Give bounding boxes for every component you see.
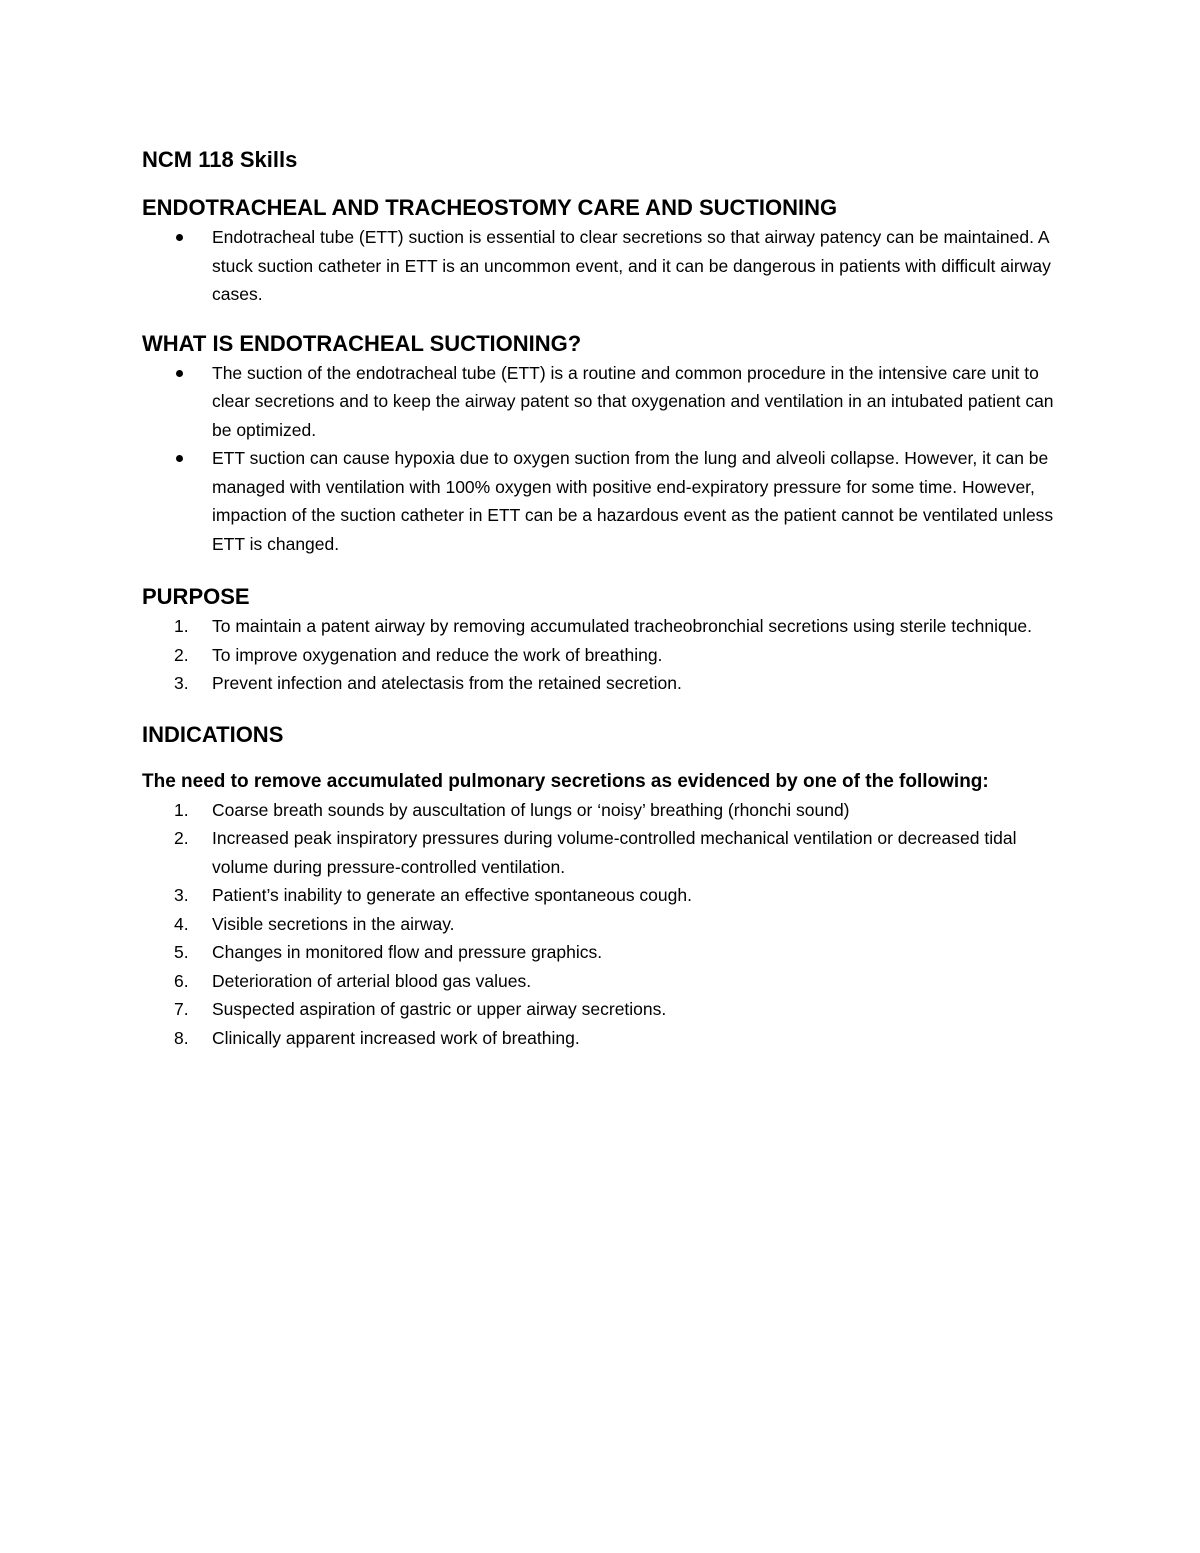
list-number: 1. — [174, 799, 189, 820]
list-number: 5. — [174, 942, 189, 962]
what-is-bullet-item — [142, 444, 1062, 558]
bullet-icon — [176, 370, 183, 377]
list-item-text: Suspected aspiration of gastric or upper airway secretions. — [212, 999, 667, 1019]
list-item-text: Changes in monitored flow and pressure graphics. — [212, 942, 603, 962]
list-number: 1. — [174, 616, 189, 636]
indication-item — [142, 995, 1062, 1024]
list-item-text: Increased peak inspiratory pressures during volume-controlled mechanical ventilation or decreased tidal volume during pressure-controlled ventilation. — [212, 828, 1017, 877]
list-item-text: To improve oxygenation and reduce the work of breathing. — [212, 644, 663, 665]
purpose-item — [142, 612, 1062, 641]
list-item-text: Patient’s inability to generate an effective spontaneous cough. — [212, 885, 692, 905]
document-page — [142, 140, 1062, 1052]
list-number: 4. — [174, 913, 189, 934]
bullet-icon — [176, 455, 183, 462]
list-number: 2. — [174, 644, 189, 665]
list-number: 6. — [174, 970, 189, 991]
list-item-text: To maintain a patent airway by removing accumulated tracheobronchial secretions using sterile technique. — [212, 616, 1033, 636]
indication-item — [142, 938, 1062, 967]
list-item-text: Coarse breath sounds by auscultation of lungs or ‘noisy’ breathing (rhonchi sound) — [212, 799, 850, 820]
purpose-item — [142, 669, 1062, 698]
intro-bullet-list — [142, 223, 1062, 309]
purpose-item — [142, 641, 1062, 670]
purpose-list — [142, 612, 1062, 698]
indication-item — [142, 1024, 1062, 1053]
indications-list — [142, 796, 1062, 1053]
list-item-text: Visible secretions in the airway. — [212, 913, 455, 934]
what-is-bullet-item — [142, 359, 1062, 445]
indications-subheading: The need to remove accumulated pulmonary secretions as evidenced by one of the following: — [142, 770, 989, 792]
list-number: 8. — [174, 1027, 189, 1048]
bullet-text: Endotracheal tube (ETT) suction is essential to clear secretions so that airway patency can be maintained. A stuck suction catheter in ETT is an uncommon event, and it can be dangerous in patients with difficult airway cases. — [212, 227, 1051, 304]
list-number: 7. — [174, 999, 189, 1019]
bullet-text: ETT suction can cause hypoxia due to oxygen suction from the lung and alveoli collapse. However, it can be managed with ventilation with 100% oxygen with positive end-expiratory pressure for some time. However, impaction of the suction catheter in ETT can be a hazardous event as the patient cannot be ventilated unless ETT is changed. — [212, 448, 1054, 554]
list-item-text: Deterioration of arterial blood gas values. — [212, 970, 532, 991]
what-is-bullet-list — [142, 359, 1062, 559]
main-heading: ENDOTRACHEAL AND TRACHEOSTOMY CARE AND SUCTIONING — [142, 195, 838, 220]
list-number: 2. — [174, 828, 189, 848]
list-number: 3. — [174, 673, 189, 693]
list-item-text: Prevent infection and atelectasis from the retained secretion. — [212, 673, 682, 693]
what-is-heading: WHAT IS ENDOTRACHEAL SUCTIONING? — [142, 330, 582, 356]
indication-item — [142, 796, 1062, 825]
list-number: 3. — [174, 885, 189, 905]
indications-heading: INDICATIONS — [142, 721, 284, 747]
intro-bullet-item — [142, 223, 1062, 309]
indication-item — [142, 881, 1062, 910]
purpose-heading: PURPOSE — [142, 584, 250, 609]
list-item-text: Clinically apparent increased work of breathing. — [212, 1027, 580, 1048]
document-title: NCM 118 Skills — [142, 147, 298, 172]
indication-item — [142, 967, 1062, 996]
indication-item — [142, 824, 1062, 881]
indication-item — [142, 910, 1062, 939]
bullet-text: The suction of the endotracheal tube (ETT) is a routine and common procedure in the intensive care unit to clear secretions and to keep the airway patent so that oxygenation and ventilation in an intubated patient can be optimized. — [212, 362, 1054, 440]
bullet-icon — [176, 234, 183, 241]
